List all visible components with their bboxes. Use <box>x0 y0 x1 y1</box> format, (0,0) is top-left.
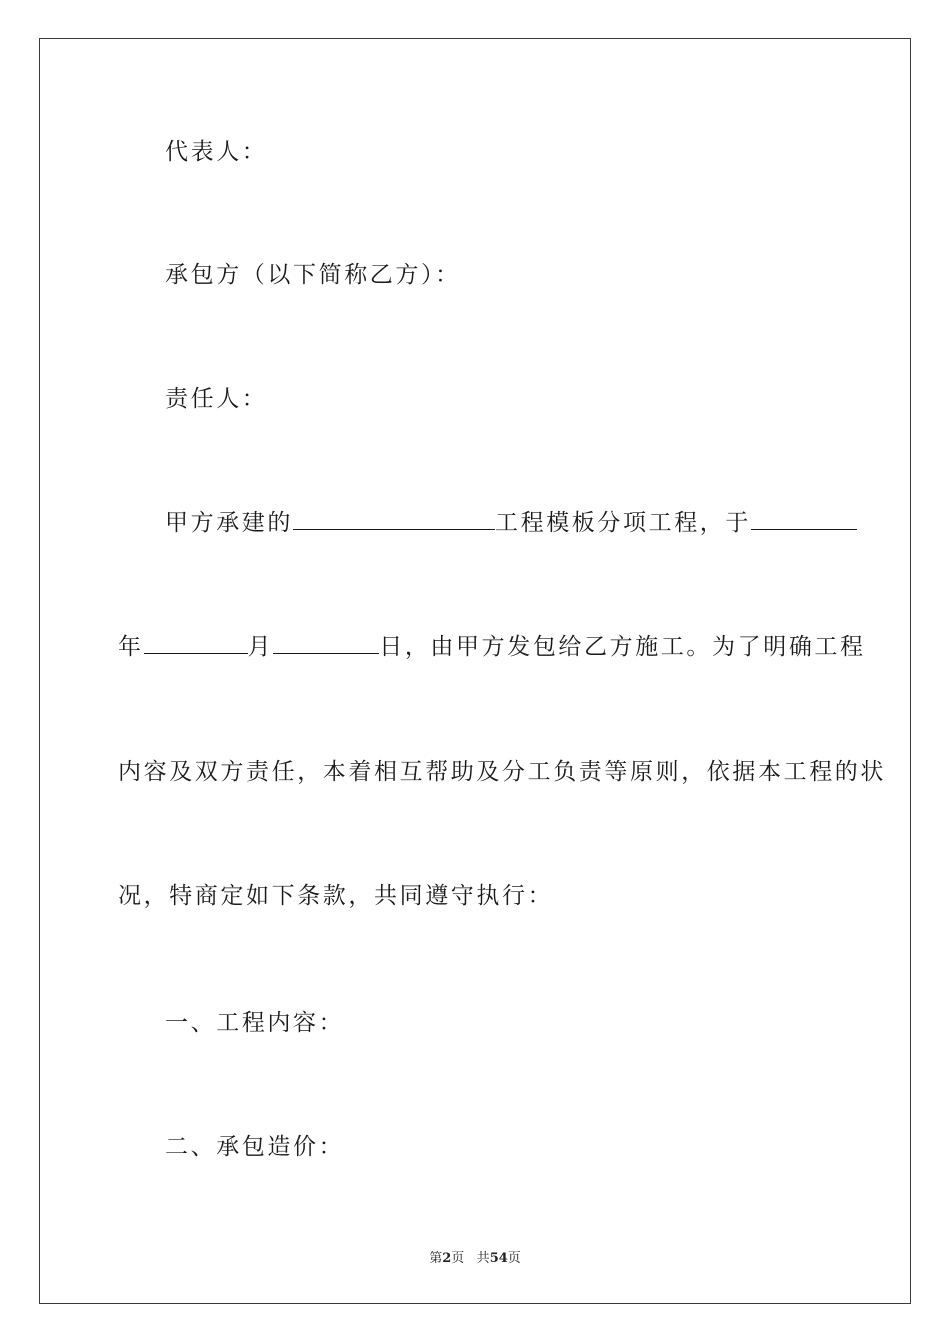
page-footer <box>0 1247 950 1266</box>
paragraph-text: 工程模板分项工程，于 <box>495 510 751 536</box>
responsible-person-line: 责任人： <box>165 386 268 412</box>
section-heading-2: 二、承包造价： <box>165 1134 345 1160</box>
representative-line: 代表人： <box>165 139 268 165</box>
paragraph-line-3: 内容及双方责任，本着相互帮助及分工负责等原则，依据本工程的状 <box>118 759 886 785</box>
footer-text: 第 <box>429 1251 443 1266</box>
project-name-blank[interactable] <box>293 509 495 530</box>
footer-text: 页 <box>451 1251 465 1266</box>
month-blank[interactable] <box>144 633 248 654</box>
contractor-line: 承包方（以下简称乙方）： <box>165 262 461 288</box>
total-page-number: 54 <box>489 1251 508 1266</box>
footer-text: 共 <box>476 1251 490 1266</box>
paragraph-text: 月 <box>247 634 274 660</box>
paragraph-line-1 <box>165 508 857 538</box>
year-blank[interactable] <box>751 509 857 530</box>
current-page-number: 2 <box>442 1251 452 1266</box>
paragraph-text: 日，由甲方发包给乙方施工。为了明确工程 <box>379 634 866 660</box>
section-heading-1: 一、工程内容： <box>165 1010 345 1036</box>
paragraph-line-4: 况，特商定如下条款，共同遵守执行： <box>118 883 554 909</box>
paragraph-line-2 <box>118 632 866 662</box>
page-border <box>39 38 911 1304</box>
footer-text: 页 <box>507 1251 521 1266</box>
paragraph-text: 甲方承建的 <box>165 510 293 536</box>
day-blank[interactable] <box>273 633 379 654</box>
paragraph-text: 年 <box>118 634 144 660</box>
